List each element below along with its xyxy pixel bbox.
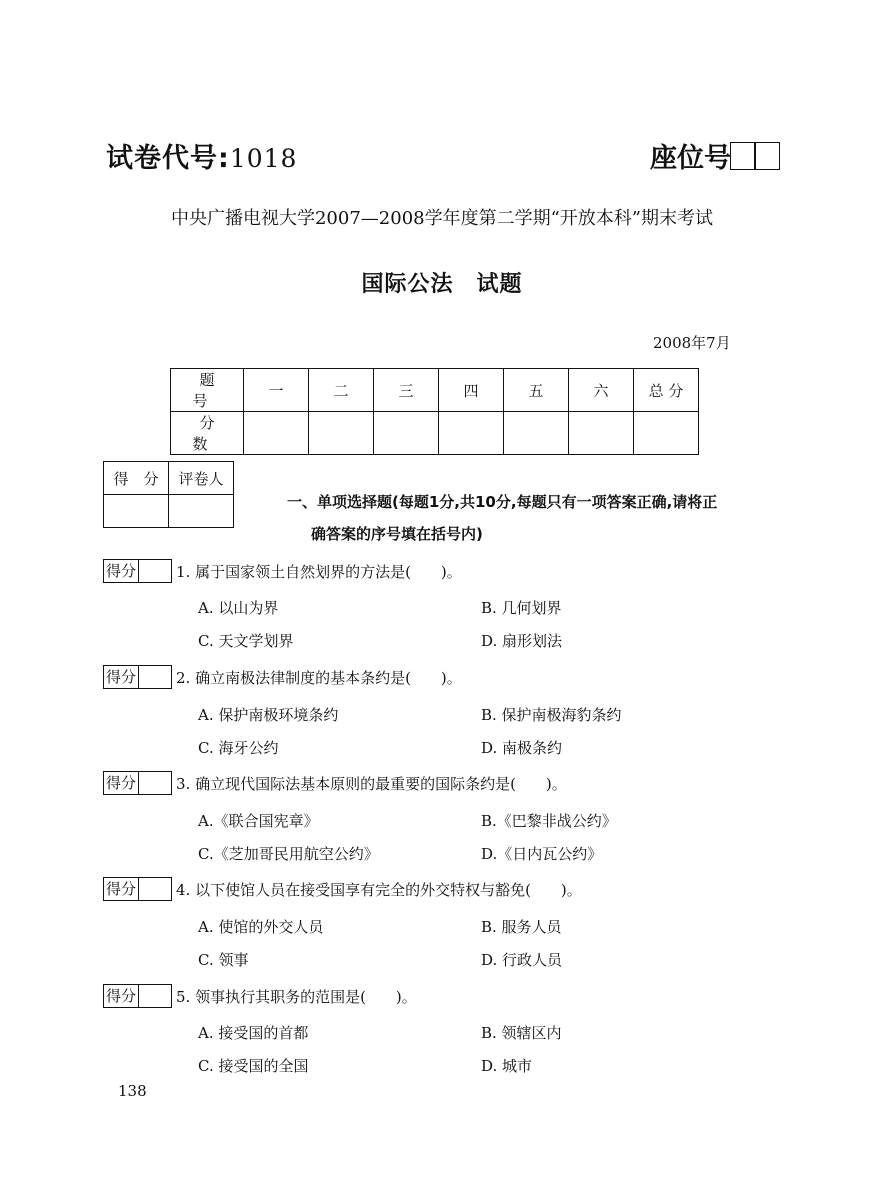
question-option: D.《日内瓦公约》 xyxy=(481,845,603,863)
score-table-header: 题 号 xyxy=(171,369,244,412)
score-table-header: 一 xyxy=(244,369,309,412)
exam-code xyxy=(106,136,297,175)
score-table-header: 五 xyxy=(504,369,569,412)
score-table-header-row xyxy=(171,369,699,412)
question-score-label: 得分 xyxy=(103,771,139,795)
score-table-header: 四 xyxy=(439,369,504,412)
exam-code-number: 1018 xyxy=(229,144,298,173)
score-row-label: 分 数 xyxy=(171,412,244,455)
question-score-label: 得分 xyxy=(103,984,139,1008)
question-option: C. 天文学划界 xyxy=(198,632,294,650)
question-stem: 3. 确立现代国际法基本原则的最重要的国际条约是( )。 xyxy=(176,775,567,793)
question-option: C. 领事 xyxy=(198,951,249,969)
question-option: D. 扇形划法 xyxy=(481,632,563,650)
question-score-box[interactable] xyxy=(103,771,172,795)
question-score-box[interactable] xyxy=(103,877,172,901)
score-cell[interactable] xyxy=(634,412,699,455)
grader-score-cell[interactable] xyxy=(104,495,169,528)
grader-name-cell[interactable] xyxy=(169,495,234,528)
question-option: B. 服务人员 xyxy=(481,918,562,936)
question-option: D. 城市 xyxy=(481,1057,533,1075)
question-score-blank[interactable] xyxy=(139,984,172,1008)
question-option: D. 行政人员 xyxy=(481,951,563,969)
seat-number xyxy=(650,136,780,175)
question-option: A. 保护南极环境条约 xyxy=(198,706,339,724)
question-option: B. 几何划界 xyxy=(481,599,562,617)
question-stem: 2. 确立南极法律制度的基本条约是( )。 xyxy=(176,669,462,687)
score-cell[interactable] xyxy=(309,412,374,455)
score-table-header: 三 xyxy=(374,369,439,412)
section-heading xyxy=(287,486,787,550)
question-score-box[interactable] xyxy=(103,559,172,583)
exam-date: 2008年7月 xyxy=(653,334,731,352)
score-table-header: 六 xyxy=(569,369,634,412)
question-option: A.《联合国宪章》 xyxy=(198,812,319,830)
seat-box-1[interactable] xyxy=(730,142,756,170)
section-heading-line2: 确答案的序号填在括号内) xyxy=(311,525,483,543)
exam-subtitle: 中央广播电视大学2007—2008学年度第二学期“开放本科”期末考试 xyxy=(170,208,714,229)
question-score-blank[interactable] xyxy=(139,771,172,795)
question-score-blank[interactable] xyxy=(139,877,172,901)
question-stem: 4. 以下使馆人员在接受国享有完全的外交特权与豁免( )。 xyxy=(176,881,582,899)
question-stem: 1. 属于国家领土自然划界的方法是( )。 xyxy=(176,563,462,581)
question-option: B.《巴黎非战公约》 xyxy=(481,812,617,830)
question-score-label: 得分 xyxy=(103,559,139,583)
question-option: A. 使馆的外交人员 xyxy=(198,918,324,936)
question-option: D. 南极条约 xyxy=(481,739,563,757)
score-table-score-row xyxy=(171,412,699,455)
grader-name-header: 评卷人 xyxy=(169,462,234,495)
score-cell[interactable] xyxy=(439,412,504,455)
score-cell[interactable] xyxy=(374,412,439,455)
grader-table xyxy=(103,461,234,528)
question-option: B. 保护南极海豹条约 xyxy=(481,706,622,724)
question-score-label: 得分 xyxy=(103,877,139,901)
score-table-header: 二 xyxy=(309,369,374,412)
question-option: C.《芝加哥民用航空公约》 xyxy=(198,845,379,863)
question-score-blank[interactable] xyxy=(139,665,172,689)
question-score-blank[interactable] xyxy=(139,559,172,583)
question-option: A. 接受国的首都 xyxy=(198,1024,309,1042)
question-score-box[interactable] xyxy=(103,665,172,689)
seat-box-2[interactable] xyxy=(754,142,780,170)
question-option: C. 接受国的全国 xyxy=(198,1057,309,1075)
question-stem: 5. 领事执行其职务的范围是( )。 xyxy=(176,988,417,1006)
section-heading-line1: 一、单项选择题(每题1分,共10分,每题只有一项答案正确,请将正 xyxy=(287,493,718,511)
seat-number-label: 座位号 xyxy=(650,143,731,174)
score-cell[interactable] xyxy=(569,412,634,455)
question-score-label: 得分 xyxy=(103,665,139,689)
exam-title: 国际公法 试题 xyxy=(361,272,523,297)
score-table xyxy=(170,368,699,455)
question-option: B. 领辖区内 xyxy=(481,1024,562,1042)
score-cell[interactable] xyxy=(504,412,569,455)
score-table-header: 总 分 xyxy=(634,369,699,412)
question-score-box[interactable] xyxy=(103,984,172,1008)
grader-score-header: 得 分 xyxy=(104,462,169,495)
exam-code-label: 试卷代号: xyxy=(106,143,230,174)
question-option: C. 海牙公约 xyxy=(198,739,279,757)
page-number: 138 xyxy=(118,1082,147,1100)
question-option: A. 以山为界 xyxy=(198,599,279,617)
